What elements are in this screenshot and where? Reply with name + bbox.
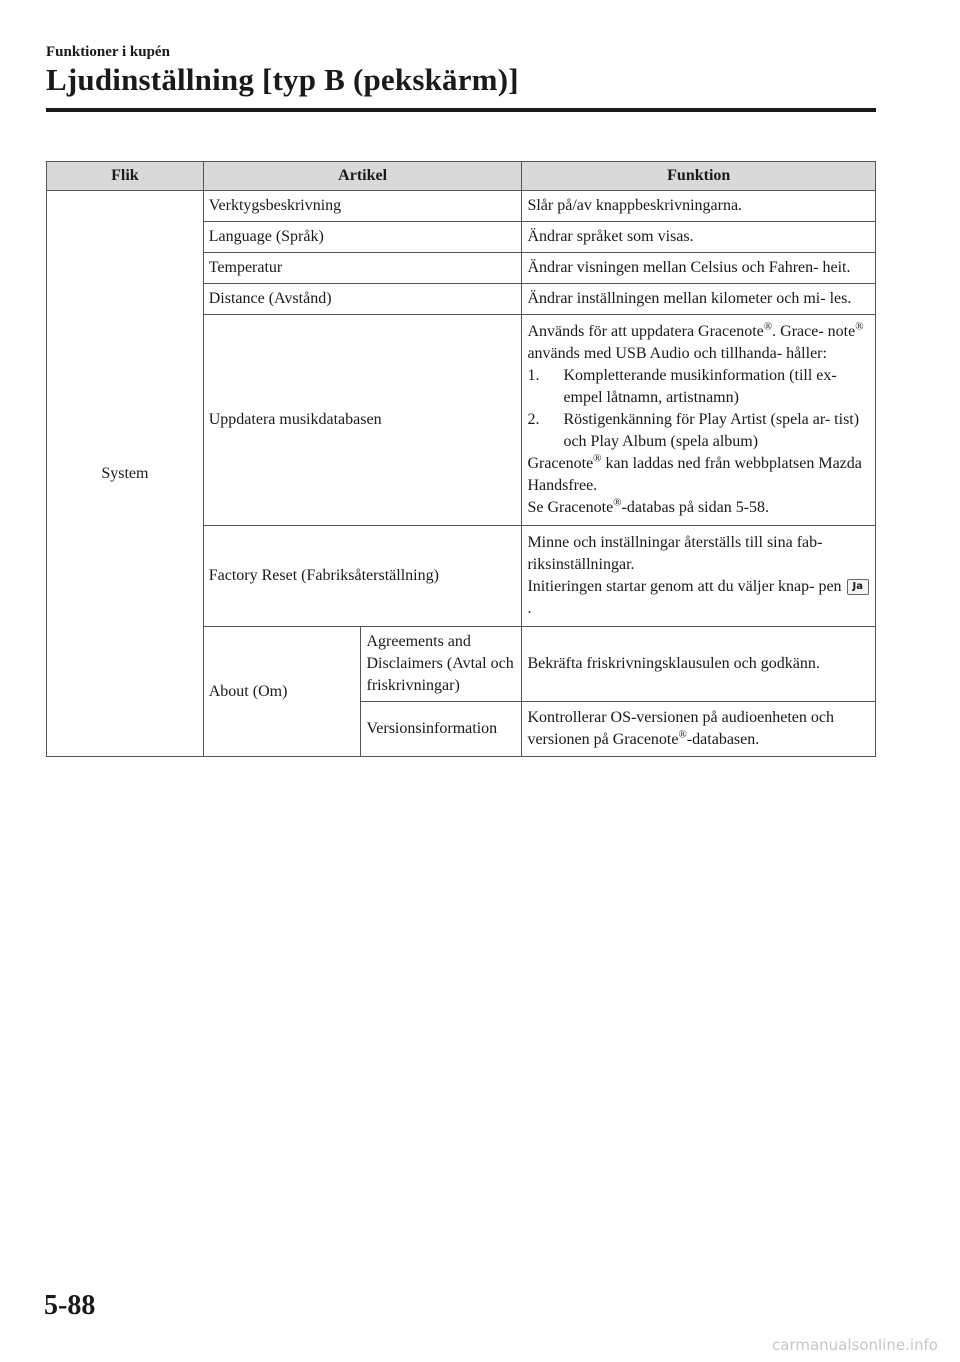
- registered-mark: ®: [678, 728, 687, 741]
- tab-system: System: [47, 191, 204, 757]
- item-cell: Factory Reset (Fabriksåterställning): [203, 526, 522, 627]
- item-cell: Distance (Avstånd): [203, 284, 522, 315]
- title-rule: [46, 108, 876, 112]
- item-cell: Temperatur: [203, 253, 522, 284]
- header-flik: Flik: [47, 162, 204, 191]
- list-item: 2. Röstigenkänning för Play Artist (spela ar- tist) och Play Album (spela album): [527, 411, 860, 450]
- item-cell: Verktygsbeskrivning: [203, 191, 522, 222]
- function-cell: Minne och inställningar återställs till sina fab- riksinställningar. Initieringen startar genom att du väljer knap- pen Ja.: [522, 526, 876, 627]
- page-number: 5-88: [44, 1290, 96, 1321]
- function-cell: Slår på/av knappbeskrivningarna.: [522, 191, 876, 222]
- ja-button-icon: Ja: [847, 579, 869, 595]
- item-cell: About (Om): [203, 627, 361, 757]
- section-label: Funktioner i kupén: [46, 44, 170, 60]
- registered-mark: ®: [613, 496, 622, 509]
- gracenote-feature-list: [527, 365, 870, 453]
- table-header-row: [47, 162, 876, 191]
- registered-mark: ®: [593, 452, 602, 465]
- list-item: 1. Kompletterande musikinformation (till ex- empel låtnamn, artistnamn): [527, 367, 837, 406]
- item-cell: Language (Språk): [203, 222, 522, 253]
- gracenote-reference: Se Gracenote®-databas på sidan 5-58.: [527, 496, 770, 516]
- registered-mark: ®: [763, 320, 773, 333]
- watermark: carmanualsonline.info: [772, 1336, 938, 1354]
- function-cell: Ändrar språket som visas.: [522, 222, 876, 253]
- header-funktion: Funktion: [522, 162, 876, 191]
- settings-table: [46, 161, 876, 757]
- subitem-cell: Agreements and Disclaimers (Avtal och friskrivningar): [361, 627, 522, 702]
- function-cell: Ändrar visningen mellan Celsius och Fahren- heit.: [522, 253, 876, 284]
- function-cell: Bekräfta friskrivningsklausulen och godkänn.: [522, 627, 876, 702]
- function-cell: Kontrollerar OS-versionen på audioenheten och versionen på Gracenote®-databasen.: [522, 702, 876, 757]
- header-artikel: Artikel: [203, 162, 522, 191]
- page-title: Ljudinställning [typ B (pekskärm)]: [46, 62, 519, 97]
- gracenote-intro: Används för att uppdatera Gracenote®. Grace- note® används med USB Audio och tillhanda- håller:: [527, 320, 864, 362]
- function-cell: Ändrar inställningen mellan kilometer och mi- les.: [522, 284, 876, 315]
- table-row: [47, 191, 876, 222]
- item-cell: Uppdatera musikdatabasen: [203, 315, 522, 526]
- registered-mark: ®: [855, 320, 864, 333]
- function-cell: [522, 315, 876, 526]
- gracenote-download-note: Gracenote® kan laddas ned från webbplatsen Mazda Handsfree.: [527, 452, 862, 494]
- subitem-cell: Versionsinformation: [361, 702, 522, 757]
